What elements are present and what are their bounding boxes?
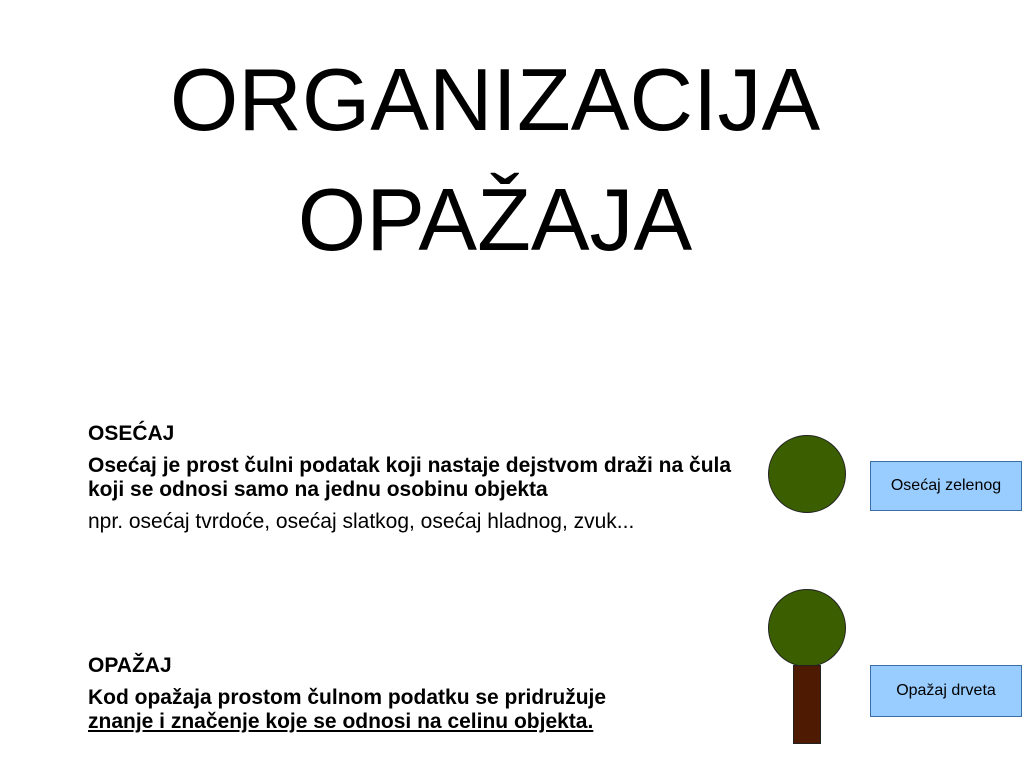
perception-heading: OPAŽAJ [88, 654, 172, 677]
perception-definition-part1: Kod opažaja prostom čulnom podatku se pridružuje [88, 686, 607, 709]
sensation-definition: Osećaj je prost čulni podatak koji nastaje dejstvom draži na čula koji se odnosi samo na jednu osobinu objekta [88, 454, 732, 501]
page-title [0, 40, 990, 280]
title-line-2: OPAŽAJA [297, 170, 693, 269]
perception-section [88, 654, 738, 734]
tree-crown-shape [768, 589, 846, 667]
tree-trunk-shape [793, 665, 821, 744]
perception-definition [88, 686, 738, 734]
green-circle-shape [768, 435, 846, 513]
sensation-heading: OSEĆAJ [88, 422, 175, 445]
sensation-example: npr. osećaj tvrdoće, osećaj slatkog, osećaj hladnog, zvuk... [88, 510, 635, 533]
perception-label-box: Opažaj drveta [870, 665, 1022, 717]
perception-definition-part2: znanje i značenje koje se odnosi na celinu objekta. [88, 710, 594, 733]
sensation-label-box: Osećaj zelenog [870, 461, 1022, 511]
title-line-1: ORGANIZACIJA [169, 50, 821, 149]
sensation-section [88, 422, 738, 534]
